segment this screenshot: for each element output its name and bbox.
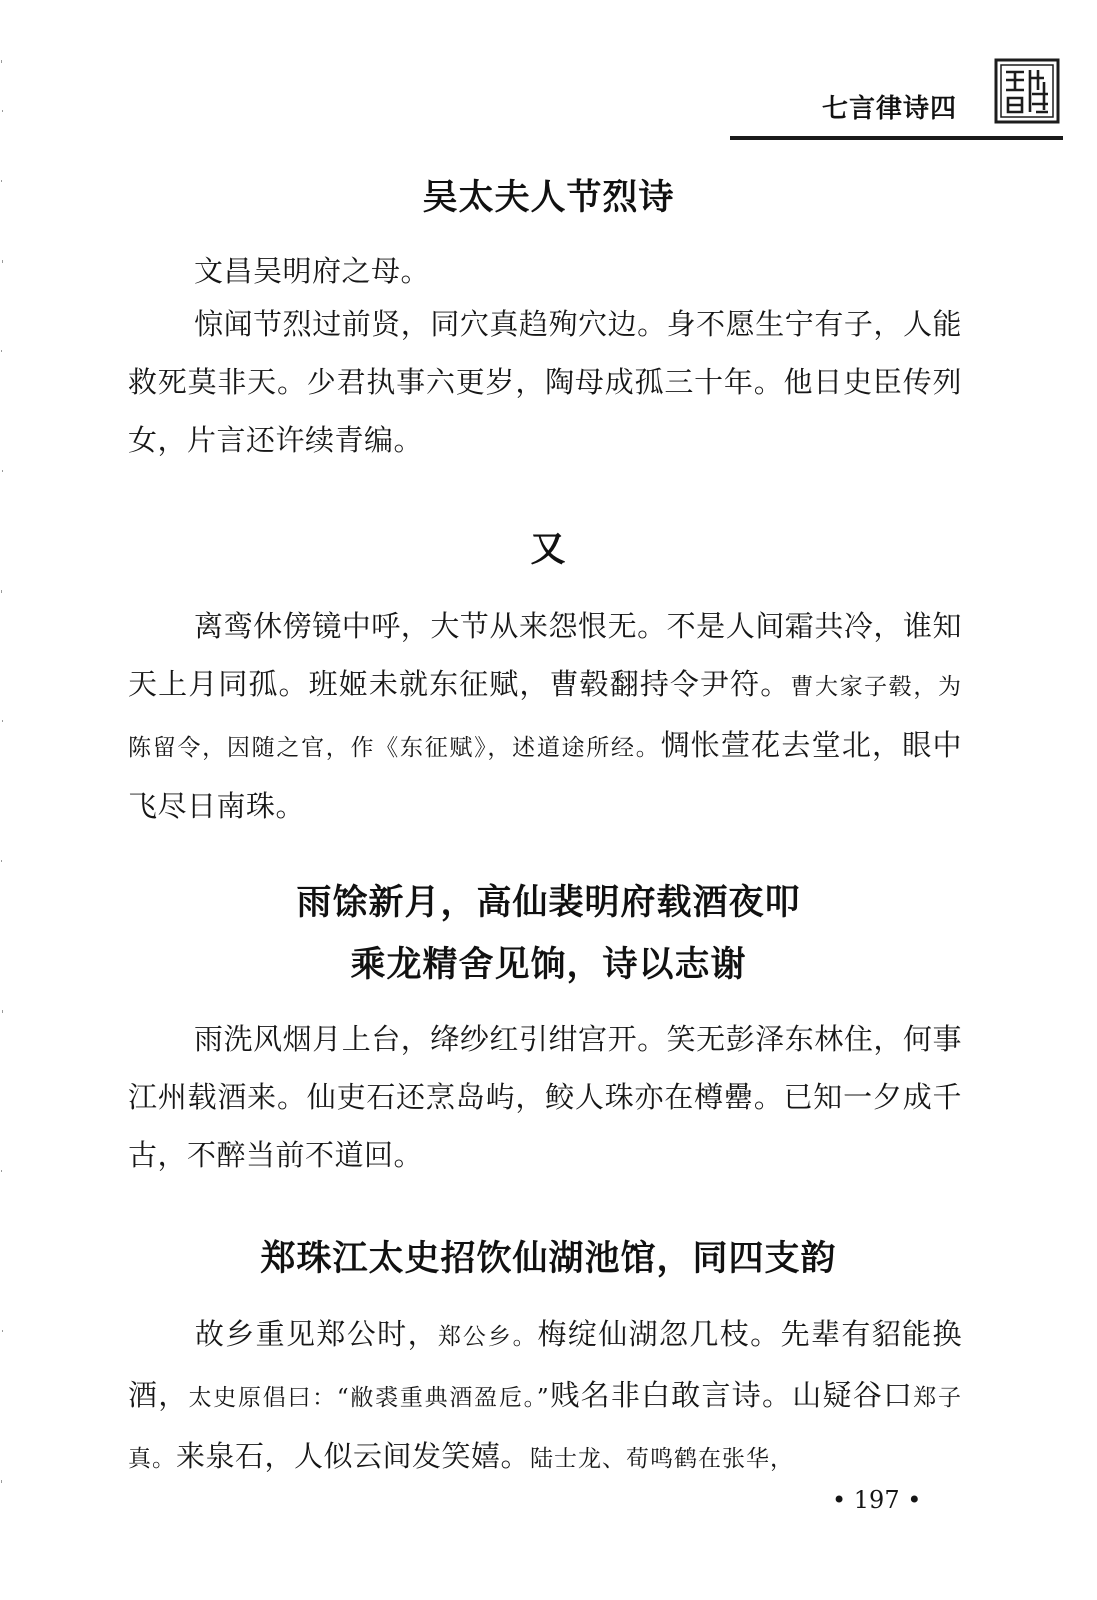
poem-title-line-1: 雨馀新月，高仙裴明府载酒夜叩 (296, 883, 801, 923)
poem-body (128, 295, 962, 469)
header-rule (730, 136, 1063, 140)
poem-body (128, 1010, 962, 1184)
poem-text: 梅绽仙湖忽几枝。先辈有貂能换酒， (128, 1317, 962, 1412)
preface-text: 文昌吴明府之母。 (194, 254, 431, 288)
poem-text: 故乡重见郑公时， (194, 1317, 438, 1351)
poem-text: 来泉石，人似云间发笑嬉。 (176, 1439, 531, 1473)
poem-title: 郑珠江太史招饮仙湖池馆，同四支韵 (260, 1239, 837, 1279)
poem-text: 惊闻节烈过前贤，同穴真趋殉穴边。身不愿生宁有子，人能救死莫非天。少君执事六更岁，陶母成孤三十年。他日史臣传列女，片言还许续青编。 (128, 307, 962, 457)
poem-title: 吴太夫人节烈诗 (422, 178, 675, 218)
poem-title: 又 (530, 530, 567, 570)
poem-preface (128, 242, 962, 300)
poem-text: 贱名非白敢言诗。山疑谷口 (549, 1378, 914, 1412)
running-head: 七言律诗四 (822, 94, 958, 124)
poem-body (128, 597, 962, 835)
poem-text: 雨洗风烟月上台，绛纱红引绀宫开。笑无彭泽东林住，何事江州载酒来。仙吏石还烹岛屿，鲛人珠亦在樽罍。已知一夕成千古，不醉当前不道回。 (128, 1022, 962, 1172)
annotation-note: 太史原倡曰：“敝裘重典酒盈卮。” (188, 1385, 550, 1411)
annotation-note: 陆士龙、荀鸣鹤在张华， (530, 1446, 795, 1472)
poem-body (128, 1305, 962, 1488)
annotation-note: 郑子真。 (128, 1385, 962, 1472)
page-number: • 197 • (832, 1486, 922, 1514)
annotation-note: 郑公乡。 (437, 1324, 538, 1350)
poem-text: 离鸾休傍镜中呼，大节从来怨恨无。不是人间霜共冷，谁知天上月同孤。班姬未就东征赋，曹毂翻持令尹符。 (128, 609, 962, 701)
poem-text: 惆怅萱花去堂北，眼中飞尽日南珠。 (128, 728, 962, 823)
scan-edge-specks (0, 0, 6, 1600)
annotation-note: 曹大家子毂，为陈留令，因随之官，作《东征赋》，述道途所经。 (128, 674, 962, 761)
seal-stamp-icon (994, 58, 1060, 124)
poem-title-line-2: 乘龙精舍见饷，诗以志谢 (350, 945, 747, 985)
